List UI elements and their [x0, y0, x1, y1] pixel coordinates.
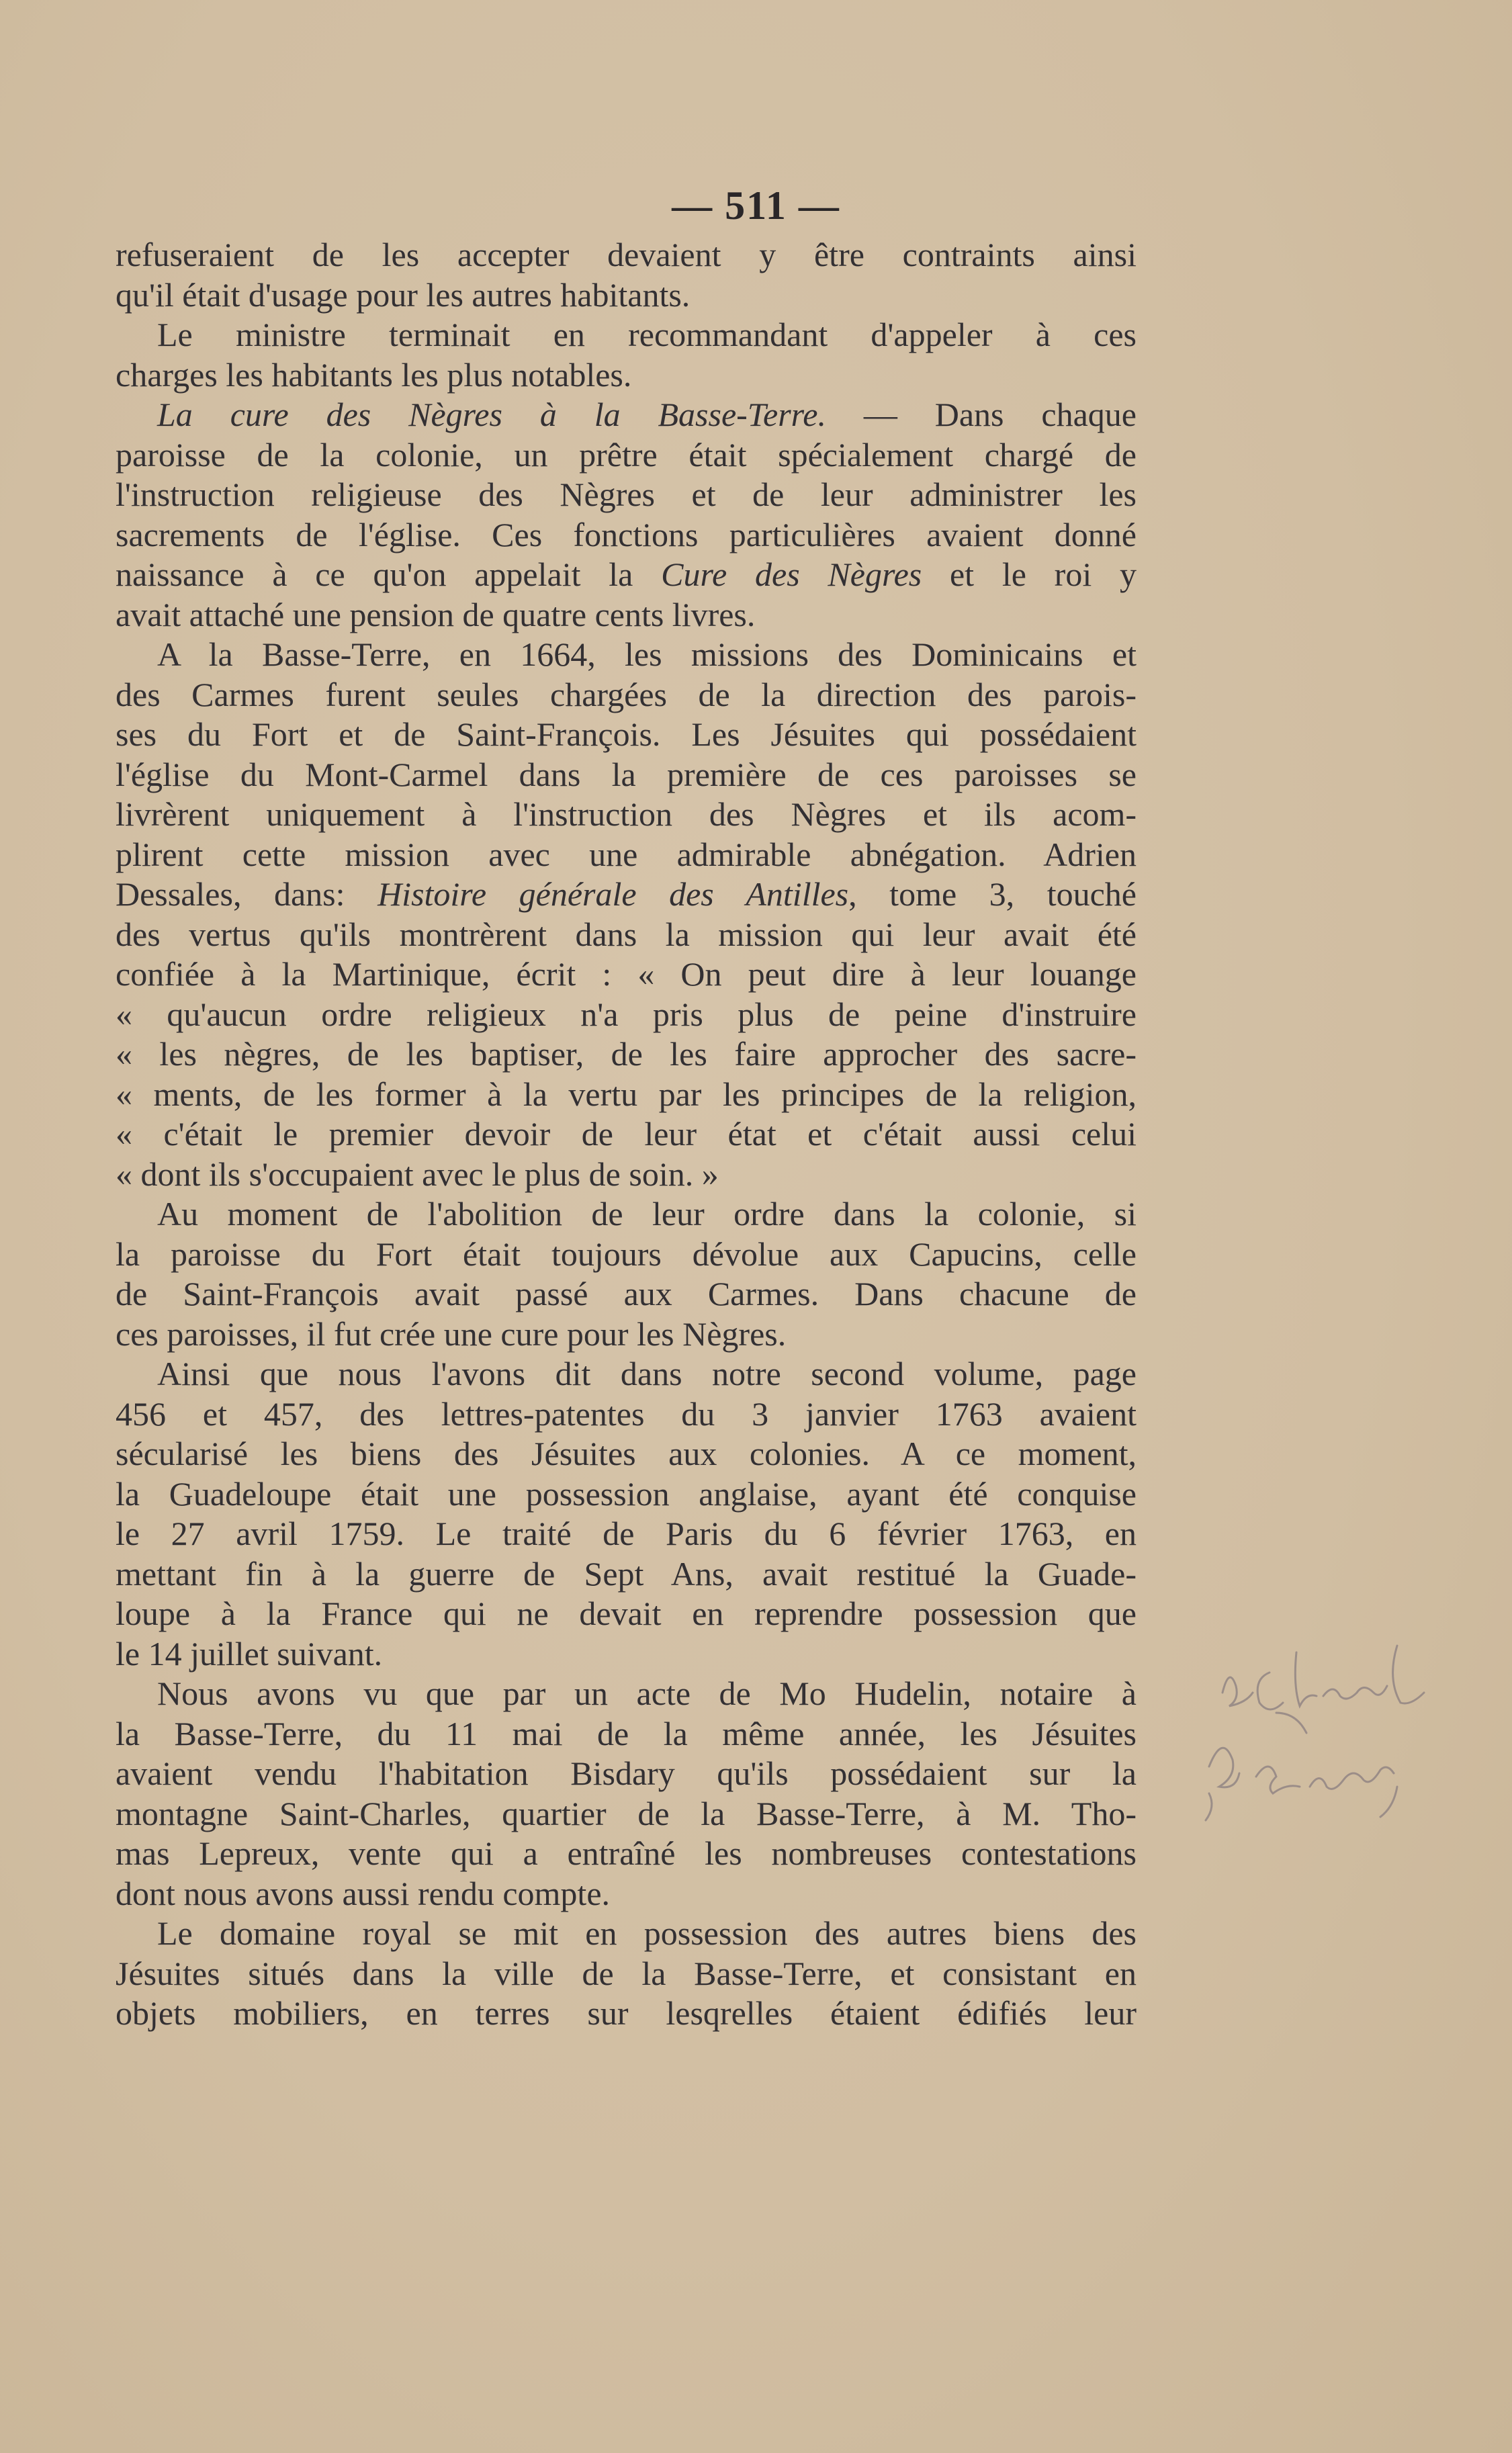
text-line: [116, 315, 1137, 355]
text-line-content: Nous avons vu que par un acte de Mo Hudelin, notaire à: [157, 1675, 1137, 1712]
text-line: [116, 715, 1137, 755]
text-line-content: — Dans chaque: [826, 396, 1137, 433]
text-line: [116, 1155, 1137, 1195]
text-line-content: Le domaine royal se mit en possession des autres biens des: [157, 1914, 1137, 1952]
text-line-prefix: Dessales, dans:: [116, 875, 378, 913]
text-line-content: avait attaché une pension de quatre cents livres.: [116, 595, 756, 633]
italic-title: Cure des Nègres: [661, 555, 922, 593]
text-line-content: sacrements de l'église. Ces fonctions particulières avaient donné: [116, 515, 1137, 553]
text-line-content: Ainsi que nous l'avons dit dans notre second volume, page: [157, 1355, 1137, 1392]
text-line-content: des vertus qu'ils montrèrent dans la mission qui leur avait été: [116, 915, 1137, 953]
text-line-content: « les nègres, de les baptiser, de les faire approcher des sacre-: [116, 1035, 1137, 1073]
text-line: [116, 1235, 1137, 1275]
italic-title: Histoire générale des Antilles: [377, 875, 849, 913]
text-line-content: paroisse de la colonie, un prêtre était spécialement chargé de: [116, 435, 1137, 474]
text-line: [116, 1434, 1137, 1474]
text-line-content: mettant fin à la guerre de Sept Ans, avait restitué la Guade-: [116, 1554, 1137, 1593]
text-line: [116, 1314, 1137, 1355]
text-line-content: de Saint-François avait passé aux Carmes. Dans chacune de: [116, 1275, 1137, 1312]
text-line: [116, 1075, 1137, 1115]
text-line: [116, 275, 1137, 316]
text-line-content: ses du Fort et de Saint-François. Les Jésuites qui possédaient: [116, 715, 1137, 753]
text-line: [116, 1714, 1137, 1754]
text-line: [116, 635, 1137, 675]
text-line-content: Jésuites situés dans la ville de la Basse-Terre, et consistant en: [116, 1954, 1137, 1992]
text-line: [116, 1474, 1137, 1515]
text-line-content: des Carmes furent seules chargées de la direction des parois-: [116, 675, 1137, 713]
text-line-content: le 14 juillet suivant.: [116, 1634, 383, 1672]
text-line-content: loupe à la France qui ne devait en reprendre possession que: [116, 1595, 1137, 1632]
body-text: [116, 235, 1137, 2034]
text-line: [116, 1914, 1137, 1954]
text-line: [116, 1034, 1137, 1075]
text-line-content: « c'était le premier devoir de leur état et c'était aussi celui: [116, 1115, 1137, 1153]
text-line-content: l'instruction religieuse des Nègres et de leur administrer les: [116, 476, 1137, 513]
text-line: [116, 235, 1137, 275]
text-line: [116, 995, 1137, 1035]
text-line-content: « qu'aucun ordre religieux n'a pris plus de peine d'instruire: [116, 995, 1137, 1033]
text-line-content: avaient vendu l'habitation Bisdary qu'ils possédaient sur la: [116, 1754, 1137, 1792]
text-line-content: et le roi y: [922, 555, 1137, 593]
text-line-content: dont nous avons aussi rendu compte.: [116, 1874, 611, 1912]
text-line-content: le 27 avril 1759. Le traité de Paris du 6 février 1763, en: [116, 1515, 1137, 1552]
text-line: [116, 954, 1137, 995]
text-line-content: Au moment de l'abolition de leur ordre dans la colonie, si: [157, 1195, 1137, 1233]
text-line-content: la Basse-Terre, du 11 mai de la même année, les Jésuites: [116, 1714, 1137, 1752]
text-line: [116, 1754, 1137, 1794]
text-line: [116, 1994, 1137, 2034]
text-line: [116, 1394, 1137, 1435]
text-line-content: la Guadeloupe était une possession anglaise, ayant été conquise: [116, 1474, 1137, 1513]
text-line: [116, 1514, 1137, 1554]
text-line-content: charges les habitants les plus notables.: [116, 355, 632, 394]
text-line-content: 456 et 457, des lettres-patentes du 3 janvier 1763 avaient: [116, 1394, 1137, 1433]
text-line: [116, 515, 1137, 555]
text-line-content: ces paroisses, il fut crée une cure pour les Nègres.: [116, 1314, 787, 1353]
text-line: [116, 1674, 1137, 1714]
page-number: — 511 —: [672, 183, 840, 228]
text-line: [116, 875, 1137, 915]
text-line: [116, 915, 1137, 955]
text-line: [116, 355, 1137, 396]
text-line: [116, 435, 1137, 476]
text-line-content: sécularisé les biens des Jésuites aux colonies. A ce moment,: [116, 1435, 1137, 1472]
text-line: [116, 795, 1137, 835]
text-line-content: mas Lepreux, vente qui a entraîné les nombreuses contestations: [116, 1834, 1137, 1872]
text-line-content: plirent cette mission avec une admirable abnégation. Adrien: [116, 835, 1137, 873]
text-line: [116, 675, 1137, 715]
text-line: [116, 1594, 1137, 1634]
text-line: [116, 1194, 1137, 1235]
text-line: [116, 755, 1137, 795]
text-line: [116, 395, 1137, 435]
text-line: [116, 1634, 1137, 1675]
text-line-content: montagne Saint-Charles, quartier de la Basse-Terre, à M. Tho-: [116, 1794, 1137, 1832]
text-line-prefix: naissance à ce qu'on appelait la: [116, 555, 662, 593]
text-line-content: la paroisse du Fort était toujours dévolue aux Capucins, celle: [116, 1235, 1137, 1273]
text-line: [116, 1794, 1137, 1834]
text-line: [116, 1954, 1137, 1994]
text-line: [116, 1114, 1137, 1155]
text-line-content: objets mobiliers, en terres sur lesqrelles étaient édifiés leur: [116, 1994, 1137, 2032]
text-line: [116, 1354, 1137, 1394]
handwritten-margin-note: [1196, 1632, 1478, 1847]
text-line-content: l'église du Mont-Carmel dans la première de ces paroisses se: [116, 755, 1137, 793]
text-line-content: qu'il était d'usage pour les autres habitants.: [116, 275, 691, 314]
text-line: [116, 595, 1137, 635]
text-line-content: , tome 3, touché: [848, 875, 1137, 913]
text-line: [116, 1874, 1137, 1914]
text-line-content: refuseraient de les accepter devaient y être contraints ainsi: [116, 236, 1137, 273]
text-line: [116, 555, 1137, 595]
text-line-content: « ments, de les former à la vertu par les principes de la religion,: [116, 1075, 1137, 1113]
text-line: [116, 475, 1137, 515]
text-line: [116, 835, 1137, 875]
italic-title: La cure des Nègres à la Basse-Terre.: [157, 396, 826, 433]
text-line: [116, 1274, 1137, 1314]
text-line: [116, 1834, 1137, 1874]
text-line-content: A la Basse-Terre, en 1664, les missions des Dominicains et: [157, 635, 1137, 673]
text-line-content: « dont ils s'occupaient avec le plus de soin. »: [116, 1155, 719, 1193]
text-line-content: Le ministre terminait en recommandant d'appeler à ces: [157, 316, 1137, 353]
text-line-content: livrèrent uniquement à l'instruction des Nègres et ils acom-: [116, 795, 1137, 833]
text-line-content: confiée à la Martinique, écrit : « On peut dire à leur louange: [116, 955, 1137, 993]
text-line: [116, 1554, 1137, 1595]
